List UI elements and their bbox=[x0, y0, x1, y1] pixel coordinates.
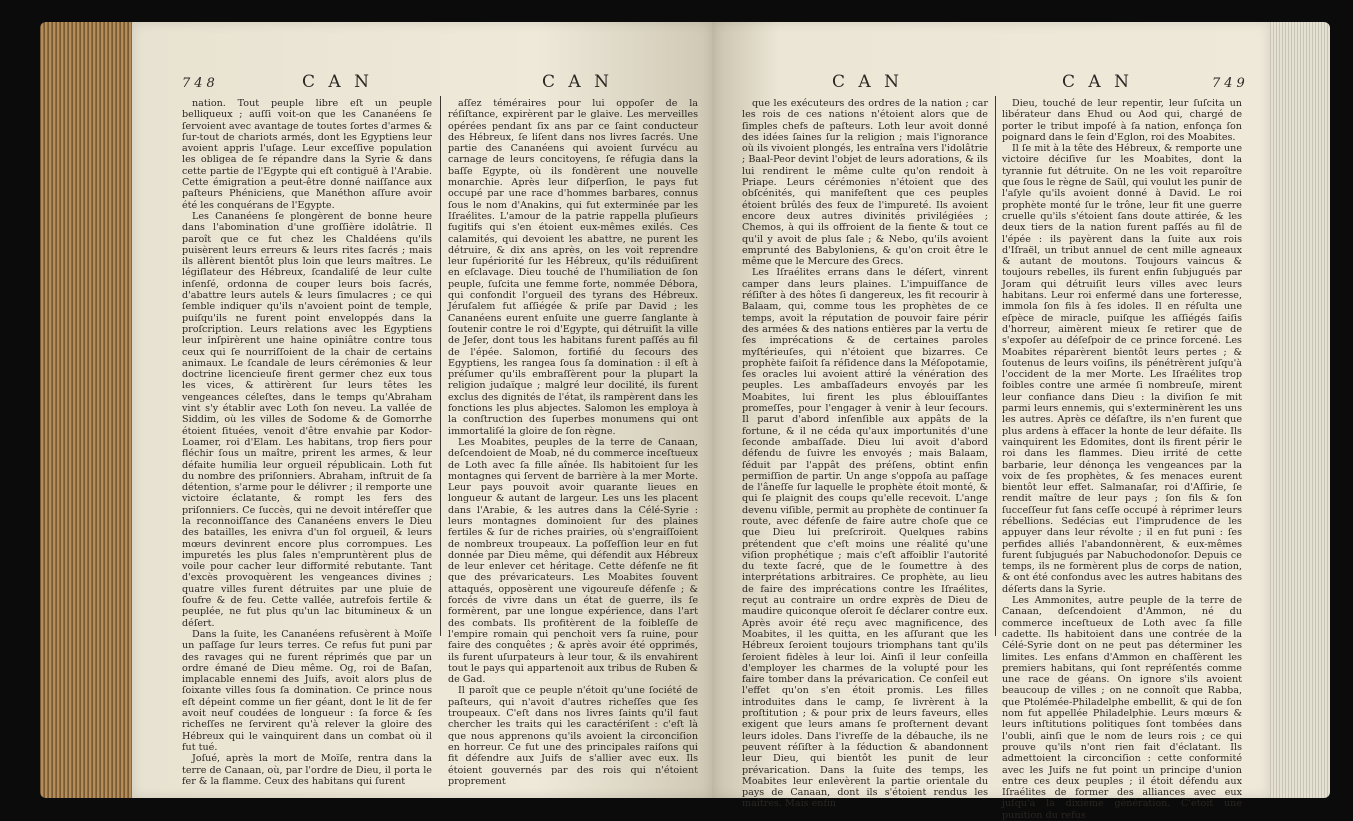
text-column-1 bbox=[182, 98, 432, 787]
column-rule bbox=[440, 96, 441, 636]
headword: C A N bbox=[302, 72, 373, 92]
paragraph: aſſez téméraires pour lui oppoſer de la réſiſtance, expirèrent par le glaive. Les merveilles opérées pendant ſix ans par ce ſaint conducteur des Hébreux, ſe liſent dans nos livres ſacrés. Une partie des Cananéens qui avoient ſurvécu au carnage de leurs concitoyens, ſe réfugia dans la baſſe Egypte, où ils fondèrent une nouvelle monarchie. Après leur diſperſion, le pays fut occupé par une race d'hommes barbares, connus ſous le nom d'Anakins, qui fut exterminée par les Iſraélites. L'amour de la patrie rappella pluſieurs fugitifs qui s'en étoient eux-mêmes exilés. Ces calamités, qui devoient les abattre, ne purent les détruire, & dix ans après, on les voit reprendre leur ſupériorité ſur les Hébreux, qu'ils réduiſirent en eſclavage. Dieu touché de l'humiliation de ſon peuple, ſuſcita une femme forte, nommée Débora, qui confondit l'orgueil des tyrans des Hébreux. Jéruſalem fut aſſiégée & priſe par David ; les Cananéens eurent enſuite une guerre ſanglante à ſoutenir contre le roi d'Egypte, qui détruiſit la ville de Jeſer, dont tous les habitans furent paſſés au fil de l'épée. Salomon, fortifié du ſecours des Egyptiens, les rangea ſous ſa domination : il eſt à préſumer qu'ils embraſſèrent pour la plupart la religion judaïque ; malgré leur docilité, ils furent exclus des dignités de l'état, ils rampèrent dans les fonctions les plus abjectes. Salomon les employa à la conſtruction des ſuperbes monumens qui ont immortaliſé la gloire de ſon règne. bbox=[448, 98, 698, 437]
paragraph: Les Cananéens ſe plongèrent de bonne heure dans l'abomination d'une groſſière idolâtrie. Il paroît que ce fut chez les Chaldéens qu'ils puisèrent leurs erreurs & leurs rites ſacrés ; mais ils allèrent bientôt plus loin que leurs maîtres. Le légiſlateur des Hébreux, ſcandaliſé de leur culte inſenſé, ordonna de couper leurs bois ſacrés, d'abattre leurs autels & leurs ſimulacres ; ce qui ſemble indiquer qu'ils n'avoient point de temple, puiſqu'ils ne furent point enveloppés dans la proſcription. Leurs relations avec les Egyptiens leur inſpirèrent une haine opiniâtre contre tous ceux qui ſe nourriſſoient de la chair de certains animaux. Le ſcandale de leurs cérémonies & leur doctrine licencieuſe firent germer chez eux tous les vices, & attirèrent ſur leurs têtes les vengeances céleſtes, dans le temps qu'Abraham vint s'y établir avec Loth ſon neveu. La vallée de Siddim, où les villes de Sodome & de Gomorrhe étoient ſituées, venoit d'être envahie par Kodor-Loamer, roi d'Elam. Les habitans, trop fiers pour fléchir ſous un maître, prirent les armes, & leur défaite humilia leur orgueil républicain. Loth fut du nombre des priſonniers. Abraham, inſtruit de ſa détention, s'arme pour le délivrer ; il remporte une victoire éclatante, & rompt les fers des priſonniers. Ce ſuccès, qui ne devoit intéreſſer que la reconnoiſſance des Cananéens envers le Dieu des batailles, les enivra d'un fol orgueil, & leurs mœurs devinrent encore plus corrompues. Les impuretés les plus ſales n'empruntèrent plus de voile pour cacher leur difformité rebutante. Tant d'excès provoquèrent les vengeances divines ; quatre villes furent détruites par une pluie de ſoufre & de feu. Cette vallée, autrefois fertile & peuplée, ne fut plus qu'un lac bitumineux & un déſert. bbox=[182, 210, 432, 629]
paragraph: Il ſe mit à la tête des Hébreux, & remporte une victoire déciſive ſur les Moabites, dont la tyrannie fut détruite. On ne les voit reparoître que ſous le règne de Saül, qui voulut les punir de l'aſyle qu'ils avoient donné à David. Le roi prophète monté ſur le trône, leur fit une guerre cruelle qu'ils s'étoient ſans doute attirée, & les deux tiers de la nation furent paſſés au fil de l'épée : ils payèrent dans la ſuite aux rois d'Iſraël, un tribut annuel de cent mille agneaux & autant de moutons. Toujours vaincus & toujours rebelles, ils furent enfin ſubjugués par Joram qui détruiſit leurs villes avec leurs habitans. Leur roi enfermé dans une forteresse, immola ſon fils à ſes idoles. Il en réſulta une eſpèce de miracle, puiſque les aſſiégés ſaiſis d'horreur, aimèrent mieux ſe retirer que de s'expoſer au déſeſpoir de ce prince forcené. Les Moabites réparèrent bientôt leurs pertes ; & ſoutenus de leurs voiſins, ils pénétrèrent juſqu'à l'occident de la mer Morte. Les Iſraélites trop foibles contre une armée ſi nombreuſe, mirent leur confiance dans Dieu : la diviſion ſe mit parmi leurs ennemis, qui s'exterminèrent les uns les autres. Après ce déſaſtre, ils n'en furent que plus ardens à effacer la honte de leur défaite. Ils vainquirent les Edomites, dont ils firent périr le roi dans les flammes. Dieu irrité de cette barbarie, leur dénonça les vengeances par la voix de ſes prophètes, & ſes menaces eurent bientôt leur effet. Salmanaſar, roi d'Aſſirie, ſe rendit maître de leur pays ; ſon fils & ſon ſucceſſeur fut ſans ceſſe occupé à réprimer leurs rébellions. Sedécias eut l'imprudence de les appuyer dans leur révolte ; il en fut puni : ſes perfides alliés l'abandonnèrent, & eux-mêmes furent ſubjugués par Nabuchodonoſor. Depuis ce temps, ils ne formèrent plus de corps de nation, & ont été confondus avec les autres habitans des déſerts dans la Syrie. bbox=[1002, 143, 1242, 595]
paragraph: Dieu, touché de leur repentir, leur ſuſcita un libérateur dans Ehud ou Aod qui, chargé de porter le tribut impoſé à ſa nation, enfonça ſon poignard dans le ſein d'Eglon, roi des Moabites. bbox=[1002, 98, 1242, 143]
open-book bbox=[40, 14, 1330, 821]
paragraph: que les exécuteurs des ordres de la nation ; car les rois de ces nations n'étoient alors que de ſimples chefs de paſteurs. Loth leur avoit donné des idées ſaines ſur la religion ; mais l'ignorance où ils vivoient plongés, les entraîna vers l'idolâtrie ; Baal-Peor devint l'objet de leurs adorations, & ils lui rendirent le même culte qu'on rendoit à Priape. Leurs cérémonies n'étoient que des obſcénités, qui manifeſtent que ces peuples étoient brûlés des feux de l'impureté. Ils avoient encore deux autres divinités privilégiées ; Chemos, à qui ils offroient de la fiente & tout ce qu'il y avoit de plus ſale ; & Nebo, qu'ils avoient emprunté des Babyloniens, & qu'on croit être le même que le Mercure des Grecs. bbox=[742, 98, 988, 268]
paragraph: Les Ammonites, autre peuple de la terre de Canaan, deſcendoient d'Ammon, né du commerce inceſtueux de Loth avec ſa fille cadette. Ils habitoient dans une contrée de la Célé-Syrie dont on ne peut pas déterminer les limites. Les enfans d'Ammon en chaſſèrent les premiers habitans, qui ſont repréſentés comme une race de géans. On ignore s'ils avoient beaucoup de villes ; on ne connoît que Rabba, que Ptolémée-Philadelphe embellit, & qui de ſon nom fut appellée Philadelphie. Leurs mœurs & leurs inſtitutions politiques ſont tombées dans l'oubli, ainſi que le nom de leurs rois ; ce qui prouve qu'ils n'ont rien fait d'éclatant. Ils admettoient la circonciſion : cette conformité avec les Juifs ne fut point un principe d'union entre ces deux peuples ; il étoit défendu aux Iſraélites de former des alliances avec eux juſqu'à la dixième génération. C'étoit une punition du refus bbox=[1002, 595, 1242, 821]
text-column-2 bbox=[448, 98, 698, 787]
right-page-header bbox=[742, 72, 1249, 96]
page-edges-right bbox=[1270, 22, 1330, 798]
page-number: 748 bbox=[182, 76, 219, 91]
headword: C A N bbox=[832, 72, 903, 92]
paragraph: Les Iſraélites errans dans le déſert, vinrent camper dans leurs plaines. L'impuiſſance de réſiſter à des hôtes ſi dangereux, les fit recourir à Balaam, qui, comme tous les prophètes de ce temps, avoit la réputation de pouvoir faire périr des armées & des nations entières par la vertu de ſes imprécations & de certaines paroles myſtérieuſes, qui n'étoient que bizarres. Ce prophète faiſoit ſa réſidence dans la Méſopotamie, ſes oracles lui avoient attiré la vénération des peuples. Les ambaſſadeurs envoyés par les Moabites, lui firent les plus éblouiſſantes promeſſes, pour l'engager à venir à leur ſecours. Il parut d'abord inſenſible aux appâts de la fortune, & il ne céda qu'aux importunités d'une ſeconde ambaſſade. Dieu lui avoit d'abord défendu de ſuivre les envoyés ; mais Balaam, ſéduit par l'appât des préſens, obtint enfin permiſſion de partir. Un ange s'oppoſa au paſſage de l'âneſſe ſur laquelle le prophète étoit monté, & qui ſe plaignit des coups qu'elle recevoit. L'ange devenu viſible, permit au prophète de continuer ſa route, avec défenſe de faire autre choſe que ce que Dieu lui preſcriroit. Quelques rabins prétendent que c'eſt moins une réalité qu'une viſion prophétique ; mais c'eſt affoiblir l'autorité du texte ſacré, que de le ſoumettre à des interprétations arbitraires. Ce prophète, au lieu de faire des imprécations contre les Iſraélites, reçut au contraire un ordre exprès de Dieu de maudire quiconque oſeroit ſe déclarer contre eux. Après avoir été reçu avec magnificence, des Moabites, il les quitta, en les aſſurant que les Hébreux ſeroient toujours triomphans tant qu'ils ſeroient fidèles à leur loi. Ainſi il leur conſeilla d'employer les charmes de la volupté pour les faire tomber dans la prévarication. Ce conſeil eut l'effet qu'on s'en étoit promis. Les filles introduites dans le camp, ſe livrèrent à la proſtitution ; & pour prix de leurs faveurs, elles exigent que leurs amans ſe proſternent devant leurs idoles. Dans l'ivreſſe de la débauche, ils ne peuvent réſiſter à la ſéduction & abandonnent leur Dieu, qui bientôt les punit de leur prévarication. Dans la ſuite des temps, les Moabites leur enlevèrent la partie orientale du pays de Canaan, dont ils s'étoient rendus les maîtres. Mais enfin bbox=[742, 267, 988, 810]
paragraph: Joſué, après la mort de Moïſe, rentra dans la terre de Canaan, où, par l'ordre de Dieu, il porta le fer & la flamme. Ceux des habitans qui ſurent bbox=[182, 753, 432, 787]
headword: C A N bbox=[1062, 72, 1133, 92]
paragraph: Dans la ſuite, les Cananéens refusèrent à Moïſe un paſſage ſur leurs terres. Ce refus fut puni par des ravages qui ne furent réprimés que par un ordre émané de Dieu même. Og, roi de Baſan, implacable ennemi des Juifs, avoit alors plus de ſoixante villes ſous ſa domination. Ce prince nous eſt dépeint comme un fier géant, dont le lit de fer avoit neuf coudées de longueur : ſa force & ſes richeſſes ne ſervirent qu'à relever la gloire des Hébreux qui le vainquirent dans un combat où il fut tué. bbox=[182, 628, 432, 753]
paragraph: Les Moabites, peuples de la terre de Canaan, deſcendoient de Moab, né du commerce inceſtueux de Loth avec ſa fille aînée. Ils habitoient ſur les montagnes qui ſervent de barrière à la mer Morte. Leur pays pouvoit avoir quarante lieues en longueur & autant de largeur. Les uns les placent dans l'Arabie, & les autres dans la Célé-Syrie : leurs montagnes dominoient ſur des plaines fertiles & ſur de riches prairies, où s'engraiſſoient de nombreux troupeaux. La poſſeſſion leur en fut donnée par Dieu même, qui défendit aux Hébreux de leur enlever cet héritage. Cette défenſe ne fit que des prévaricateurs. Les Moabites ſouvent attaqués, opposèrent une vigoureuſe défenſe ; & forcés de vivre dans un état de guerre, ils ſe formèrent, par une longue expérience, dans l'art des combats. Ils profitèrent de la foibleſſe de l'empire romain qui penchoit vers ſa ruine, pour faire des conquêtes ; & après avoir été opprimés, ils furent uſurpateurs à leur tour, & ils envahirent tout le pays qui appartenoit aux tribus de Ruben & de Gad. bbox=[448, 436, 698, 686]
left-page bbox=[132, 22, 712, 798]
left-page-header bbox=[182, 72, 692, 96]
text-column-1 bbox=[742, 98, 988, 810]
paragraph: Il paroît que ce peuple n'étoit qu'une ſociété de paſteurs, qui n'avoit d'autres richeſſes que ſes troupeaux. C'eſt dans nos livres ſaints qu'il faut chercher les traits qui les caractériſent : c'eſt là que nous apprenons qu'ils avoient la circonciſion en horreur. Ce fut une des principales raiſons qui fit défendre aux Juifs de s'allier avec eux. Ils étoient gouvernés par des rois qui n'étoient proprement bbox=[448, 685, 698, 787]
right-page bbox=[712, 22, 1270, 821]
paragraph: nation. Tout peuple libre eſt un peuple belliqueux ; auſſi voit-on que les Cananéens ſe ſervoient avec avantage de toutes ſortes d'armes & ſur-tout de chariots armés, dont les Egyptiens leur avoient appris l'uſage. Leur exceſſive population les obligea de ſe répandre dans la Syrie & dans cette partie de l'Egypte qui eſt contiguë à l'Arabie. Cette émigration a peut-être donné naiſſance aux paſteurs Phéniciens, que Manéthon aſſure avoir été les conquérans de l'Egypte. bbox=[182, 98, 432, 211]
page-number: 749 bbox=[1212, 76, 1249, 91]
column-rule bbox=[995, 96, 996, 636]
headword: C A N bbox=[542, 72, 613, 92]
text-column-2 bbox=[1002, 98, 1242, 821]
page-edges-left bbox=[40, 22, 132, 798]
